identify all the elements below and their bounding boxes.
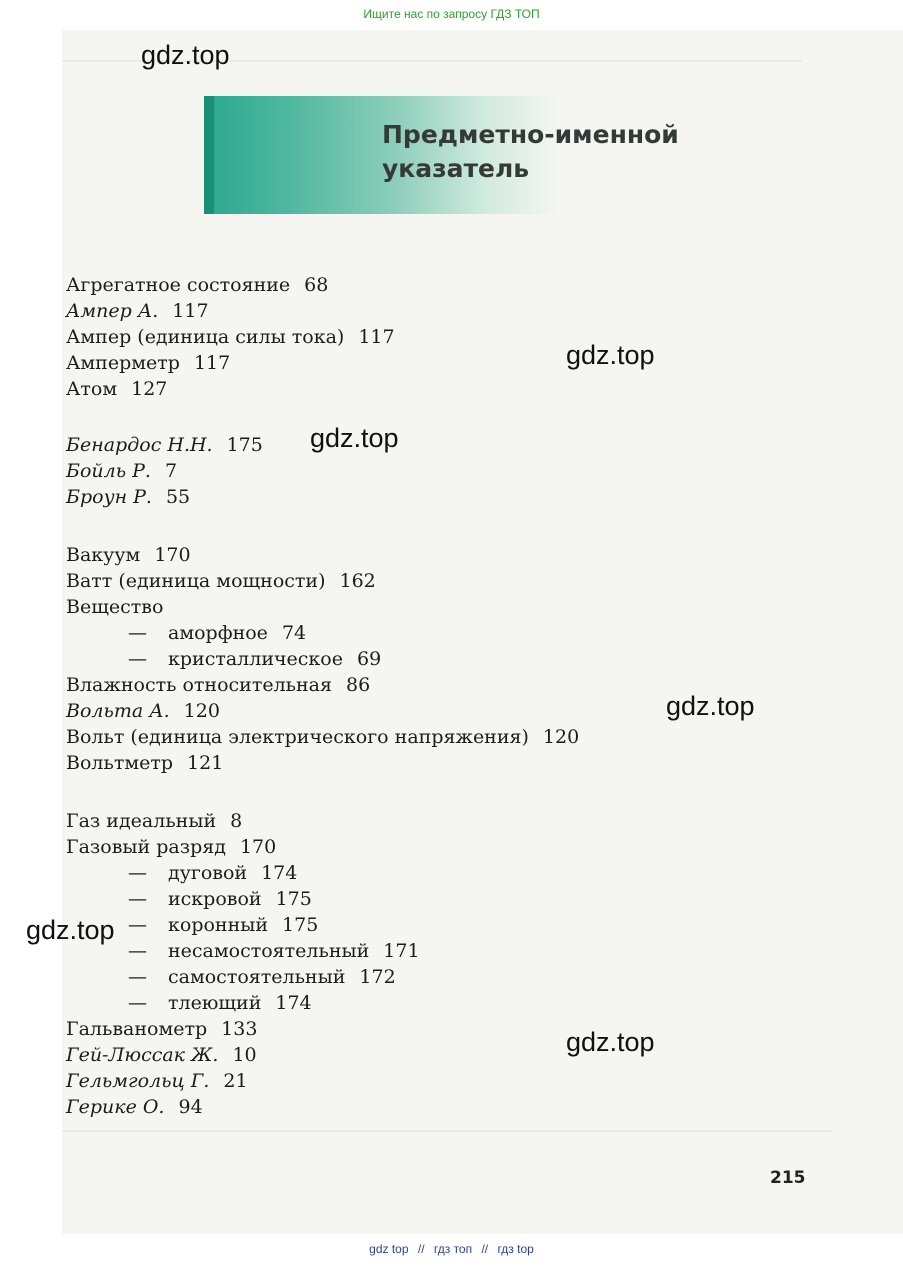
entry-term: Газовый разряд	[66, 836, 226, 858]
entry-page-number: 175	[282, 914, 319, 936]
index-subentry	[128, 964, 396, 990]
index-entry	[66, 1016, 257, 1042]
index-entry	[66, 672, 370, 698]
entry-term: Ампер А.	[66, 300, 159, 322]
entry-page-number: 117	[172, 300, 209, 322]
section-title-line1: Предметно-именной	[382, 120, 679, 149]
entry-term: Гальванометр	[66, 1018, 208, 1040]
entry-page-number: 74	[281, 622, 307, 644]
index-subentry	[128, 620, 306, 646]
index-entry	[66, 324, 395, 350]
entry-page-number: 68	[304, 274, 329, 296]
index-entry	[66, 298, 209, 324]
index-entry	[66, 484, 190, 510]
entry-term: Ватт (единица мощности)	[66, 570, 326, 592]
entry-page-number: 127	[131, 378, 168, 400]
subentry-dash: —	[128, 888, 147, 910]
entry-term: коронный	[168, 914, 269, 936]
entry-page-number: 86	[345, 674, 371, 696]
entry-term: аморфное	[168, 622, 268, 644]
entry-term: Вольт (единица электрического напряжения)	[66, 726, 529, 748]
entry-term: Агрегатное состояние	[66, 274, 291, 296]
footer-separator: //	[417, 1242, 425, 1256]
index-entry	[66, 458, 177, 484]
footer-links	[0, 1242, 903, 1256]
index-entry	[66, 272, 328, 298]
subentry-dash: —	[128, 914, 147, 936]
entry-page-number: 120	[183, 700, 220, 722]
entry-page-number: 94	[178, 1096, 203, 1118]
entry-term: Бенардос Н.Н.	[66, 434, 213, 456]
entry-term: Влажность относительная	[66, 674, 332, 696]
page-number: 215	[770, 1168, 806, 1188]
index-subentry	[128, 860, 297, 886]
index-entry	[66, 724, 579, 750]
entry-term: Герике О.	[66, 1096, 165, 1118]
entry-term: Вещество	[66, 596, 164, 618]
index-subentry	[128, 886, 312, 912]
entry-page-number: 8	[230, 810, 243, 832]
entry-page-number: 172	[359, 966, 396, 988]
entry-term: Газ идеальный	[66, 810, 217, 832]
entry-page-number: 21	[223, 1070, 248, 1092]
entry-page-number: 170	[239, 836, 277, 858]
entry-page-number: 121	[187, 752, 224, 774]
entry-page-number: 171	[383, 940, 420, 962]
index-subentry	[128, 938, 420, 964]
index-entry	[66, 376, 167, 402]
watermark: gdz.top	[566, 1027, 655, 1057]
watermark: gdz.top	[141, 40, 230, 70]
entry-term: Гей-Люссак Ж.	[66, 1044, 219, 1066]
entry-term: Ампер (единица силы тока)	[66, 326, 345, 348]
entry-term: несамостоятельный	[168, 940, 370, 962]
entry-page-number: 10	[232, 1044, 257, 1066]
index-entry	[66, 594, 163, 620]
entry-page-number: 55	[165, 486, 191, 508]
entry-term: дуговой	[168, 862, 248, 884]
entry-term: искровой	[168, 888, 262, 910]
subentry-dash: —	[128, 966, 147, 988]
watermark: gdz.top	[26, 915, 115, 945]
footer-link[interactable]: gdz top	[369, 1242, 409, 1256]
entry-page-number: 162	[339, 570, 376, 592]
section-title-line2: указатель	[382, 154, 530, 183]
footer-link[interactable]: гдз top	[497, 1242, 534, 1256]
index-entry	[66, 432, 263, 458]
entry-page-number: 170	[154, 544, 191, 566]
entry-term: Вакуум	[66, 544, 141, 566]
watermark: gdz.top	[566, 340, 655, 370]
index-subentry	[128, 990, 312, 1016]
entry-page-number: 133	[221, 1018, 258, 1040]
index-entry	[66, 834, 276, 860]
footer-link[interactable]: гдз топ	[433, 1242, 473, 1256]
entry-page-number: 174	[261, 862, 298, 884]
index-subentry	[128, 912, 318, 938]
entry-page-number: 117	[193, 352, 231, 374]
index-entry	[66, 698, 220, 724]
watermark: gdz.top	[310, 423, 399, 453]
entry-term: Вольтметр	[66, 752, 174, 774]
entry-page-number: 7	[164, 460, 178, 482]
index-entry	[66, 568, 376, 594]
entry-term: Бойль Р.	[66, 460, 151, 482]
entry-term: самостоятельный	[168, 966, 346, 988]
subentry-dash: —	[128, 648, 147, 670]
subentry-dash: —	[128, 992, 147, 1014]
index-entry	[66, 1068, 248, 1094]
entry-term: Броун Р.	[66, 486, 152, 508]
subentry-dash: —	[128, 622, 147, 644]
index-entry	[66, 350, 230, 376]
entry-term: Вольта А.	[66, 700, 170, 722]
index-entry	[66, 1042, 257, 1068]
entry-term: кристаллическое	[168, 648, 343, 670]
index-entry	[66, 808, 242, 834]
entry-term: тлеющий	[168, 992, 262, 1014]
watermark: gdz.top	[666, 691, 755, 721]
entry-term: Гельмгольц Г.	[66, 1070, 210, 1092]
subentry-dash: —	[128, 940, 147, 962]
entry-page-number: 175	[226, 434, 263, 456]
index-entry	[66, 1094, 203, 1120]
entry-page-number: 174	[275, 992, 312, 1014]
index-entry	[66, 542, 191, 568]
footer-separator: //	[481, 1242, 489, 1256]
subentry-dash: —	[128, 862, 147, 884]
entry-term: Атом	[66, 378, 118, 400]
entry-page-number: 175	[275, 888, 312, 910]
entry-page-number: 117	[358, 326, 395, 348]
index-entry	[66, 750, 223, 776]
index-subentry	[128, 646, 381, 672]
entry-term: Амперметр	[66, 352, 180, 374]
top-banner[interactable]: Ищите нас по запросу ГДЗ ТОП	[363, 7, 540, 21]
entry-page-number: 69	[357, 648, 382, 670]
entry-page-number: 120	[542, 726, 580, 748]
